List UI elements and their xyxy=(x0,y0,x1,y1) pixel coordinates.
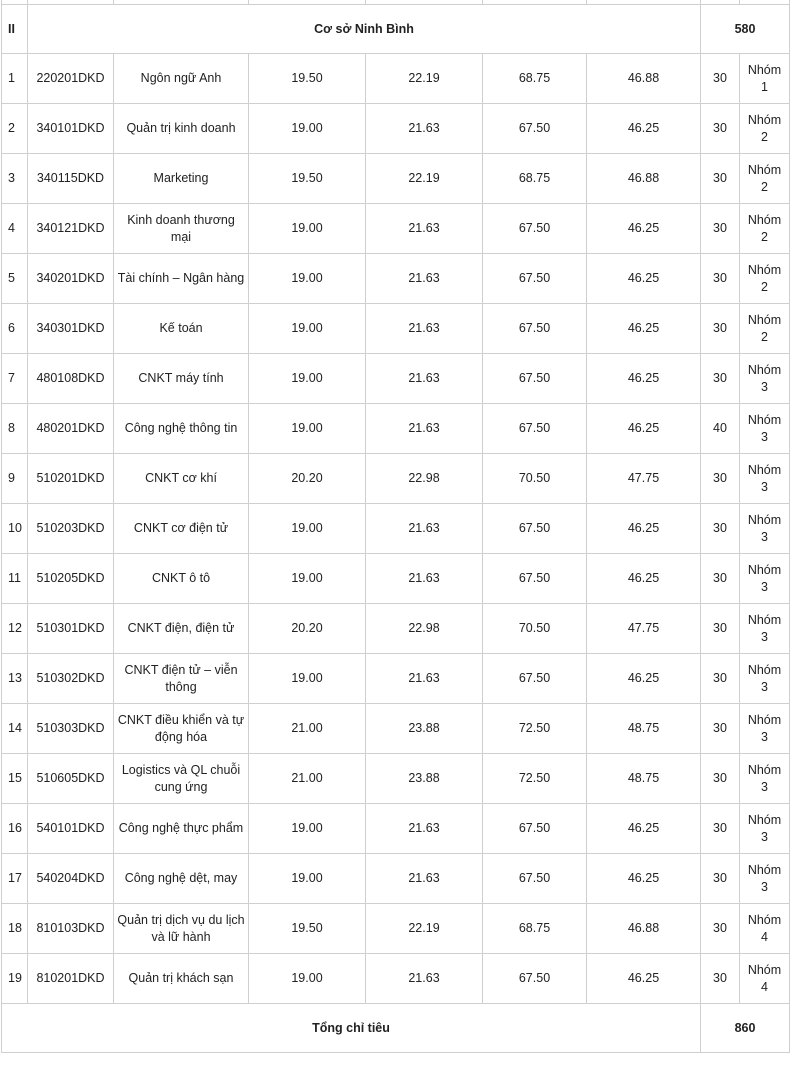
row-quota: 30 xyxy=(701,504,740,554)
row-group: Nhóm 3 xyxy=(740,704,790,754)
row-name: Quản trị kinh doanh xyxy=(114,104,249,154)
row-score-1: 19.00 xyxy=(249,554,366,604)
row-score-3: 67.50 xyxy=(483,354,587,404)
row-score-2: 22.98 xyxy=(366,604,483,654)
row-score-2: 23.88 xyxy=(366,704,483,754)
table-row xyxy=(2,154,790,204)
row-code: 540101DKD xyxy=(28,804,114,854)
row-stt: 1 xyxy=(2,54,28,104)
row-group: Nhóm 2 xyxy=(740,154,790,204)
table-row xyxy=(2,654,790,704)
row-code: 510302DKD xyxy=(28,654,114,704)
row-name: CNKT điện tử – viễn thông xyxy=(114,654,249,704)
row-score-4: 46.25 xyxy=(587,354,701,404)
row-stt: 5 xyxy=(2,254,28,304)
total-row xyxy=(2,1004,790,1053)
table-row xyxy=(2,554,790,604)
row-group: Nhóm 3 xyxy=(740,604,790,654)
row-name: CNKT ô tô xyxy=(114,554,249,604)
row-code: 510301DKD xyxy=(28,604,114,654)
section-title: Cơ sở Ninh Bình xyxy=(28,5,701,54)
row-code: 540204DKD xyxy=(28,854,114,904)
row-score-1: 19.00 xyxy=(249,854,366,904)
row-score-3: 67.50 xyxy=(483,254,587,304)
row-group: Nhóm 4 xyxy=(740,954,790,1004)
row-group: Nhóm 3 xyxy=(740,554,790,604)
row-stt: 8 xyxy=(2,404,28,454)
row-quota: 30 xyxy=(701,354,740,404)
row-quota: 30 xyxy=(701,854,740,904)
row-quota: 30 xyxy=(701,554,740,604)
row-score-4: 47.75 xyxy=(587,454,701,504)
row-stt: 18 xyxy=(2,904,28,954)
row-score-3: 67.50 xyxy=(483,304,587,354)
row-stt: 10 xyxy=(2,504,28,554)
table-row xyxy=(2,704,790,754)
row-score-2: 21.63 xyxy=(366,654,483,704)
row-quota: 30 xyxy=(701,54,740,104)
row-stt: 9 xyxy=(2,454,28,504)
row-name: Quản trị khách sạn xyxy=(114,954,249,1004)
table-row xyxy=(2,854,790,904)
section-count: 580 xyxy=(701,5,790,54)
row-score-2: 22.19 xyxy=(366,904,483,954)
row-name: CNKT cơ khí xyxy=(114,454,249,504)
row-name: CNKT cơ điện tử xyxy=(114,504,249,554)
row-score-1: 20.20 xyxy=(249,454,366,504)
row-score-3: 67.50 xyxy=(483,654,587,704)
row-quota: 30 xyxy=(701,304,740,354)
row-score-3: 67.50 xyxy=(483,804,587,854)
row-group: Nhóm 3 xyxy=(740,854,790,904)
row-code: 340301DKD xyxy=(28,304,114,354)
table-row xyxy=(2,904,790,954)
admission-table xyxy=(1,0,790,1053)
row-score-3: 70.50 xyxy=(483,604,587,654)
row-score-4: 46.25 xyxy=(587,654,701,704)
row-score-2: 22.98 xyxy=(366,454,483,504)
row-score-4: 46.88 xyxy=(587,54,701,104)
row-score-2: 21.63 xyxy=(366,404,483,454)
row-score-3: 70.50 xyxy=(483,454,587,504)
row-score-4: 46.25 xyxy=(587,304,701,354)
row-code: 220201DKD xyxy=(28,54,114,104)
row-score-1: 19.50 xyxy=(249,154,366,204)
row-code: 340115DKD xyxy=(28,154,114,204)
row-quota: 30 xyxy=(701,154,740,204)
row-stt: 4 xyxy=(2,204,28,254)
row-score-4: 46.88 xyxy=(587,154,701,204)
row-score-4: 46.25 xyxy=(587,954,701,1004)
row-stt: 2 xyxy=(2,104,28,154)
row-score-3: 67.50 xyxy=(483,954,587,1004)
row-stt: 13 xyxy=(2,654,28,704)
row-code: 810103DKD xyxy=(28,904,114,954)
row-score-2: 21.63 xyxy=(366,554,483,604)
row-score-1: 19.00 xyxy=(249,654,366,704)
row-score-3: 67.50 xyxy=(483,854,587,904)
row-name: Marketing xyxy=(114,154,249,204)
row-score-3: 67.50 xyxy=(483,204,587,254)
row-score-4: 48.75 xyxy=(587,754,701,804)
row-group: Nhóm 2 xyxy=(740,204,790,254)
table-row xyxy=(2,754,790,804)
table-row xyxy=(2,804,790,854)
row-name: Tài chính – Ngân hàng xyxy=(114,254,249,304)
table-row xyxy=(2,204,790,254)
row-group: Nhóm 3 xyxy=(740,504,790,554)
row-name: Kế toán xyxy=(114,304,249,354)
row-score-1: 19.00 xyxy=(249,304,366,354)
row-stt: 17 xyxy=(2,854,28,904)
row-code: 510201DKD xyxy=(28,454,114,504)
row-stt: 19 xyxy=(2,954,28,1004)
row-code: 340201DKD xyxy=(28,254,114,304)
row-score-3: 67.50 xyxy=(483,504,587,554)
row-score-4: 46.25 xyxy=(587,104,701,154)
row-quota: 30 xyxy=(701,654,740,704)
table-row xyxy=(2,104,790,154)
table-row xyxy=(2,304,790,354)
section-stt: II xyxy=(2,5,28,54)
row-stt: 15 xyxy=(2,754,28,804)
row-group: Nhóm 3 xyxy=(740,804,790,854)
row-quota: 30 xyxy=(701,804,740,854)
table-row xyxy=(2,54,790,104)
row-score-4: 46.25 xyxy=(587,854,701,904)
row-quota: 30 xyxy=(701,204,740,254)
row-code: 510605DKD xyxy=(28,754,114,804)
row-name: CNKT điều khiển và tự động hóa xyxy=(114,704,249,754)
row-quota: 30 xyxy=(701,954,740,1004)
row-score-3: 72.50 xyxy=(483,704,587,754)
row-score-2: 21.63 xyxy=(366,354,483,404)
row-name: Công nghệ dệt, may xyxy=(114,854,249,904)
row-quota: 30 xyxy=(701,454,740,504)
row-score-2: 21.63 xyxy=(366,854,483,904)
row-quota: 30 xyxy=(701,104,740,154)
row-score-4: 46.25 xyxy=(587,554,701,604)
row-name: Ngôn ngữ Anh xyxy=(114,54,249,104)
row-score-1: 20.20 xyxy=(249,604,366,654)
table-row xyxy=(2,954,790,1004)
row-score-3: 68.75 xyxy=(483,904,587,954)
row-group: Nhóm 2 xyxy=(740,254,790,304)
row-code: 340121DKD xyxy=(28,204,114,254)
row-score-3: 67.50 xyxy=(483,404,587,454)
row-score-2: 21.63 xyxy=(366,204,483,254)
row-name: CNKT điện, điện tử xyxy=(114,604,249,654)
row-name: Công nghệ thực phẩm xyxy=(114,804,249,854)
row-code: 480201DKD xyxy=(28,404,114,454)
row-score-2: 21.63 xyxy=(366,254,483,304)
row-score-2: 21.63 xyxy=(366,104,483,154)
row-score-1: 19.00 xyxy=(249,804,366,854)
row-quota: 30 xyxy=(701,754,740,804)
table-row xyxy=(2,604,790,654)
row-score-1: 19.00 xyxy=(249,254,366,304)
table-row xyxy=(2,454,790,504)
row-score-2: 21.63 xyxy=(366,504,483,554)
row-stt: 7 xyxy=(2,354,28,404)
row-score-4: 47.75 xyxy=(587,604,701,654)
row-group: Nhóm 2 xyxy=(740,304,790,354)
row-score-1: 21.00 xyxy=(249,704,366,754)
row-score-3: 67.50 xyxy=(483,104,587,154)
row-score-1: 19.50 xyxy=(249,904,366,954)
row-score-2: 23.88 xyxy=(366,754,483,804)
row-name: Quản trị dịch vụ du lịch và lữ hành xyxy=(114,904,249,954)
row-score-3: 68.75 xyxy=(483,154,587,204)
row-name: Công nghệ thông tin xyxy=(114,404,249,454)
row-score-1: 19.00 xyxy=(249,954,366,1004)
row-stt: 11 xyxy=(2,554,28,604)
row-group: Nhóm 3 xyxy=(740,404,790,454)
row-score-4: 46.88 xyxy=(587,904,701,954)
row-score-2: 21.63 xyxy=(366,804,483,854)
row-score-1: 19.50 xyxy=(249,54,366,104)
row-score-2: 21.63 xyxy=(366,304,483,354)
row-score-1: 19.00 xyxy=(249,404,366,454)
row-score-4: 48.75 xyxy=(587,704,701,754)
table-row xyxy=(2,254,790,304)
row-name: Logistics và QL chuỗi cung ứng xyxy=(114,754,249,804)
row-code: 510205DKD xyxy=(28,554,114,604)
row-score-1: 19.00 xyxy=(249,104,366,154)
section-row xyxy=(2,5,790,54)
row-score-3: 68.75 xyxy=(483,54,587,104)
row-score-2: 22.19 xyxy=(366,54,483,104)
row-quota: 30 xyxy=(701,254,740,304)
row-score-3: 72.50 xyxy=(483,754,587,804)
row-score-1: 19.00 xyxy=(249,504,366,554)
row-code: 510303DKD xyxy=(28,704,114,754)
row-stt: 6 xyxy=(2,304,28,354)
row-score-4: 46.25 xyxy=(587,404,701,454)
row-score-1: 19.00 xyxy=(249,204,366,254)
row-group: Nhóm 3 xyxy=(740,354,790,404)
row-code: 340101DKD xyxy=(28,104,114,154)
total-count: 860 xyxy=(701,1004,790,1053)
table-row xyxy=(2,504,790,554)
row-score-1: 21.00 xyxy=(249,754,366,804)
row-code: 510203DKD xyxy=(28,504,114,554)
row-score-4: 46.25 xyxy=(587,204,701,254)
row-name: CNKT máy tính xyxy=(114,354,249,404)
row-score-2: 21.63 xyxy=(366,954,483,1004)
total-label: Tổng chỉ tiêu xyxy=(2,1004,701,1053)
row-code: 810201DKD xyxy=(28,954,114,1004)
row-group: Nhóm 4 xyxy=(740,904,790,954)
row-score-4: 46.25 xyxy=(587,804,701,854)
row-group: Nhóm 3 xyxy=(740,754,790,804)
row-quota: 30 xyxy=(701,604,740,654)
row-score-4: 46.25 xyxy=(587,504,701,554)
row-stt: 14 xyxy=(2,704,28,754)
row-stt: 3 xyxy=(2,154,28,204)
row-group: Nhóm 3 xyxy=(740,654,790,704)
row-code: 480108DKD xyxy=(28,354,114,404)
row-group: Nhóm 2 xyxy=(740,104,790,154)
row-quota: 30 xyxy=(701,904,740,954)
table-row xyxy=(2,354,790,404)
row-group: Nhóm 3 xyxy=(740,454,790,504)
row-name: Kinh doanh thương mại xyxy=(114,204,249,254)
table-row xyxy=(2,404,790,454)
row-stt: 16 xyxy=(2,804,28,854)
row-quota: 40 xyxy=(701,404,740,454)
row-group: Nhóm 1 xyxy=(740,54,790,104)
row-score-1: 19.00 xyxy=(249,354,366,404)
row-score-2: 22.19 xyxy=(366,154,483,204)
row-score-4: 46.25 xyxy=(587,254,701,304)
row-score-3: 67.50 xyxy=(483,554,587,604)
row-stt: 12 xyxy=(2,604,28,654)
row-quota: 30 xyxy=(701,704,740,754)
